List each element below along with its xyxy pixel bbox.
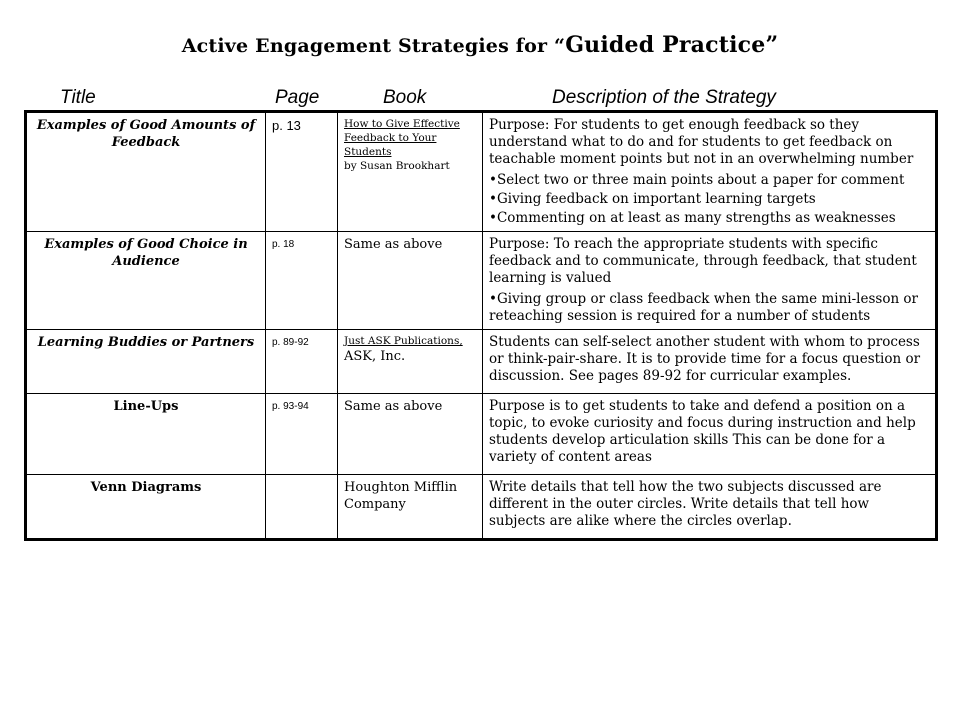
bullet-item: • Select two or three main points about a paper for comment xyxy=(489,172,929,189)
table-row xyxy=(26,330,937,394)
page-cell xyxy=(266,475,338,540)
header-book: Book xyxy=(383,87,427,108)
title-emphasis: Guided Practice xyxy=(565,32,766,58)
strategy-name: Examples of Good Amounts of Feedback xyxy=(36,118,256,150)
book-title-link[interactable]: Just ASK Publications, xyxy=(344,335,463,347)
strategy-name: Examples of Good Choice in Audience xyxy=(44,237,248,269)
purpose-text: Write details that tell how the two subjects discussed are different in the outer circles. Write details that tell how subjects are alike where the circles overlap. xyxy=(489,479,882,529)
description-cell xyxy=(483,232,937,330)
page-cell xyxy=(266,330,338,394)
strategy-cell xyxy=(26,112,266,232)
purpose-text: Purpose: For students to get enough feedback so they understand what to do and for students to get feedback on teachable moment points but not in an overwhelming number xyxy=(489,117,914,167)
book-cell xyxy=(338,394,483,475)
page-ref: p. 93-94 xyxy=(272,401,309,412)
page-cell xyxy=(266,232,338,330)
purpose-text: Purpose is to get students to take and defend a position on a topic, to evoke curiosity and focus during instruction and help students develop articulation skills This can be done for a variety of content areas xyxy=(489,398,916,465)
description-cell xyxy=(483,112,937,232)
book-text: Same as above xyxy=(344,237,443,252)
header-title: Title xyxy=(60,87,96,108)
strategy-name: Venn Diagrams xyxy=(90,480,202,495)
column-headers xyxy=(0,87,960,111)
page-ref: p. 13 xyxy=(272,118,301,133)
book-cell xyxy=(338,330,483,394)
page-ref: p. 18 xyxy=(272,239,295,250)
purpose-text: Students can self-select another student with whom to process or think-pair-share. It is to provide time for a focus question or discussion. See pages 89-92 for curricular examples. xyxy=(489,334,921,384)
bullet-item: • Giving group or class feedback when the same mini-lesson or reteaching session is required for a number of students xyxy=(489,291,929,325)
book-cell xyxy=(338,475,483,540)
book-text: Same as above xyxy=(344,399,443,414)
table-row xyxy=(26,112,937,232)
bullet-item: • Commenting on at least as many strengths as weaknesses xyxy=(489,210,929,227)
description-cell xyxy=(483,394,937,475)
book-publisher: ASK, Inc. xyxy=(344,349,406,364)
strategy-cell xyxy=(26,394,266,475)
book-text: Houghton Mifflin Company xyxy=(344,480,458,512)
book-cell xyxy=(338,112,483,232)
header-description: Description of the Strategy xyxy=(552,87,776,108)
strategy-table xyxy=(24,110,938,541)
table-row xyxy=(26,394,937,475)
header-page: Page xyxy=(275,87,320,108)
book-author: by Susan Brookhart xyxy=(344,160,450,172)
purpose-text: Purpose: To reach the appropriate students with specific feedback and to communicate, through feedback, that student learning is valued xyxy=(489,236,917,286)
strategy-name: Learning Buddies or Partners xyxy=(37,335,255,350)
page-ref: p. 89-92 xyxy=(272,337,309,348)
strategy-cell xyxy=(26,475,266,540)
book-cell xyxy=(338,232,483,330)
strategy-name: Line-Ups xyxy=(113,399,179,414)
title-prefix: Active Engagement Strategies for “ xyxy=(181,35,566,57)
title-suffix: ” xyxy=(765,32,779,58)
bullet-item: • Giving feedback on important learning targets xyxy=(489,191,929,208)
page-cell xyxy=(266,112,338,232)
page-cell xyxy=(266,394,338,475)
description-cell xyxy=(483,475,937,540)
book-title-link[interactable]: How to Give Effective Feedback to Your Students xyxy=(344,118,460,158)
table-row xyxy=(26,232,937,330)
table-row xyxy=(26,475,937,540)
strategy-cell xyxy=(26,232,266,330)
strategy-cell xyxy=(26,330,266,394)
page-title xyxy=(0,32,960,58)
description-cell xyxy=(483,330,937,394)
